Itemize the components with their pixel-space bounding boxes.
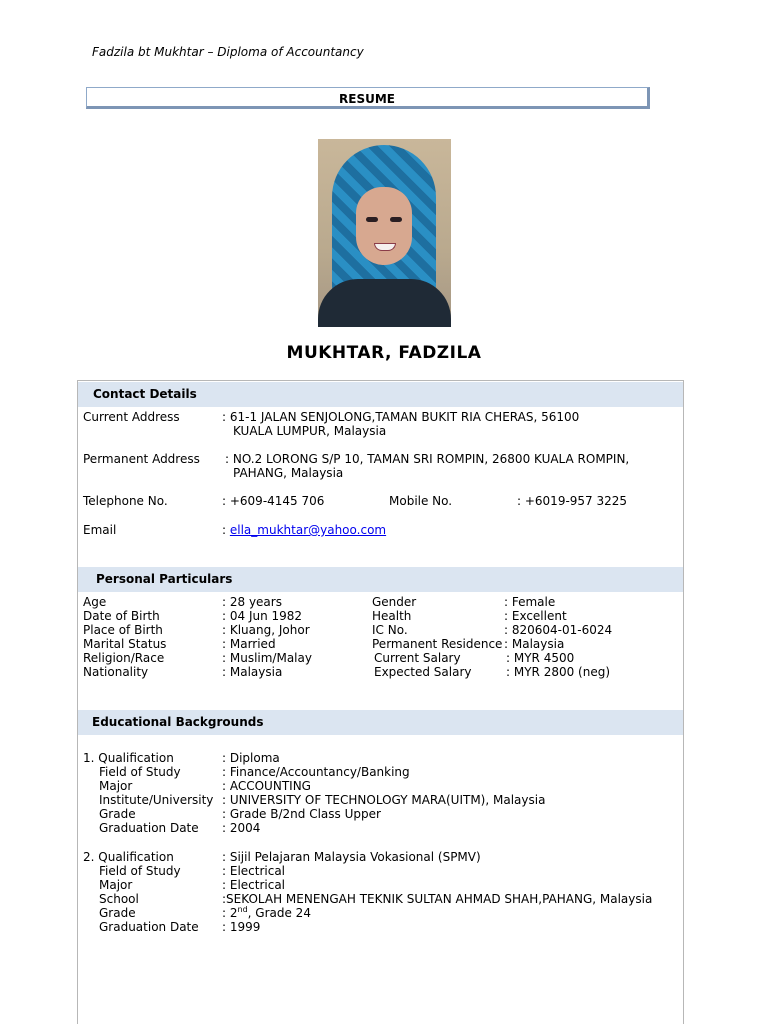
personal-value: : Malaysia (222, 665, 283, 679)
education-section-header: Educational Backgrounds (78, 710, 683, 735)
personal-value: : 04 Jun 1982 (222, 609, 303, 623)
personal-row: Permanent Residence (372, 637, 503, 651)
personal-value: : 820604-01-6024 (504, 623, 613, 637)
personal-row: Current Salary (374, 651, 461, 665)
grade-suffix: , Grade 24 (247, 906, 311, 920)
personal-value: : Excellent (504, 609, 567, 623)
education-value: : Electrical (222, 878, 286, 892)
candidate-name: MUKHTAR, FADZILA (286, 343, 482, 363)
education-value: : Finance/Accountancy/Banking (222, 765, 410, 779)
education-label: Graduation Date (99, 821, 199, 835)
education-value: : UNIVERSITY OF TECHNOLOGY MARA(UITM), Malaysia (222, 793, 546, 807)
education-label: School (99, 892, 139, 906)
profile-photo (318, 139, 451, 327)
personal-value: : MYR 4500 (506, 651, 575, 665)
personal-value: : Malaysia (504, 637, 565, 651)
education-value: :SEKOLAH MENENGAH TEKNIK SULTAN AHMAD SHAH,PAHANG, Malaysia (222, 892, 653, 906)
personal-row: Date of Birth (83, 609, 160, 623)
education-value: : 1999 (222, 920, 261, 934)
personal-row: Health (372, 609, 412, 623)
contact-section-header: Contact Details (78, 382, 683, 407)
resume-title: RESUME (86, 87, 650, 109)
education-label: 2. Qualification (83, 850, 174, 864)
personal-row: Marital Status (83, 637, 167, 651)
education-value: : Diploma (222, 751, 280, 765)
permanent-address-label: Permanent Address (83, 452, 200, 466)
current-address-label: Current Address (83, 410, 180, 424)
education-label: Major (99, 878, 133, 892)
personal-row: Place of Birth (83, 623, 163, 637)
email-label: Email (83, 523, 117, 537)
education-label: Grade (99, 906, 136, 920)
education-value: : Electrical (222, 864, 286, 878)
personal-value: : Muslim/Malay (222, 651, 312, 665)
personal-value: : Married (222, 637, 276, 651)
education-grade-value (222, 906, 311, 920)
education-value: : ACCOUNTING (222, 779, 311, 793)
personal-value: : Female (504, 595, 556, 609)
education-label: Institute/University (99, 793, 214, 807)
personal-value: : Kluang, Johor (222, 623, 310, 637)
education-value: : Sijil Pelajaran Malaysia Vokasional (SPMV) (222, 850, 481, 864)
education-value: : Grade B/2nd Class Upper (222, 807, 381, 821)
permanent-address-line2: PAHANG, Malaysia (233, 466, 344, 480)
email-link[interactable]: ella_mukhtar@yahoo.com (229, 523, 387, 537)
personal-value: : MYR 2800 (neg) (506, 665, 611, 679)
permanent-address-line1: : NO.2 LORONG S/P 10, TAMAN SRI ROMPIN, 26800 KUALA ROMPIN, (225, 452, 630, 466)
personal-value: : 28 years (222, 595, 282, 609)
current-address-line1: : 61-1 JALAN SENJOLONG,TAMAN BUKIT RIA CHERAS, 56100 (222, 410, 580, 424)
education-label: Grade (99, 807, 136, 821)
document-header: Fadzila bt Mukhtar – Diploma of Accountancy (92, 45, 364, 59)
education-label: 1. Qualification (83, 751, 174, 765)
telephone-label: Telephone No. (83, 494, 168, 508)
grade-prefix: : 2 (222, 906, 238, 920)
current-address-line2: KUALA LUMPUR, Malaysia (233, 424, 387, 438)
personal-row: Religion/Race (83, 651, 165, 665)
grade-superscript: nd (237, 905, 248, 914)
personal-row: Age (83, 595, 107, 609)
mobile-value: : +6019-957 3225 (517, 494, 628, 508)
personal-row: Nationality (83, 665, 149, 679)
mobile-label: Mobile No. (389, 494, 453, 508)
education-label: Field of Study (99, 765, 181, 779)
personal-row: Expected Salary (374, 665, 472, 679)
telephone-value: : +609-4145 706 (222, 494, 325, 508)
education-label: Field of Study (99, 864, 181, 878)
education-value: : 2004 (222, 821, 261, 835)
personal-row: Gender (372, 595, 417, 609)
email-value-row (222, 523, 386, 537)
education-label: Major (99, 779, 133, 793)
personal-row: IC No. (372, 623, 408, 637)
education-label: Graduation Date (99, 920, 199, 934)
personal-section-header: Personal Particulars (78, 567, 683, 592)
email-prefix: : (222, 523, 227, 537)
